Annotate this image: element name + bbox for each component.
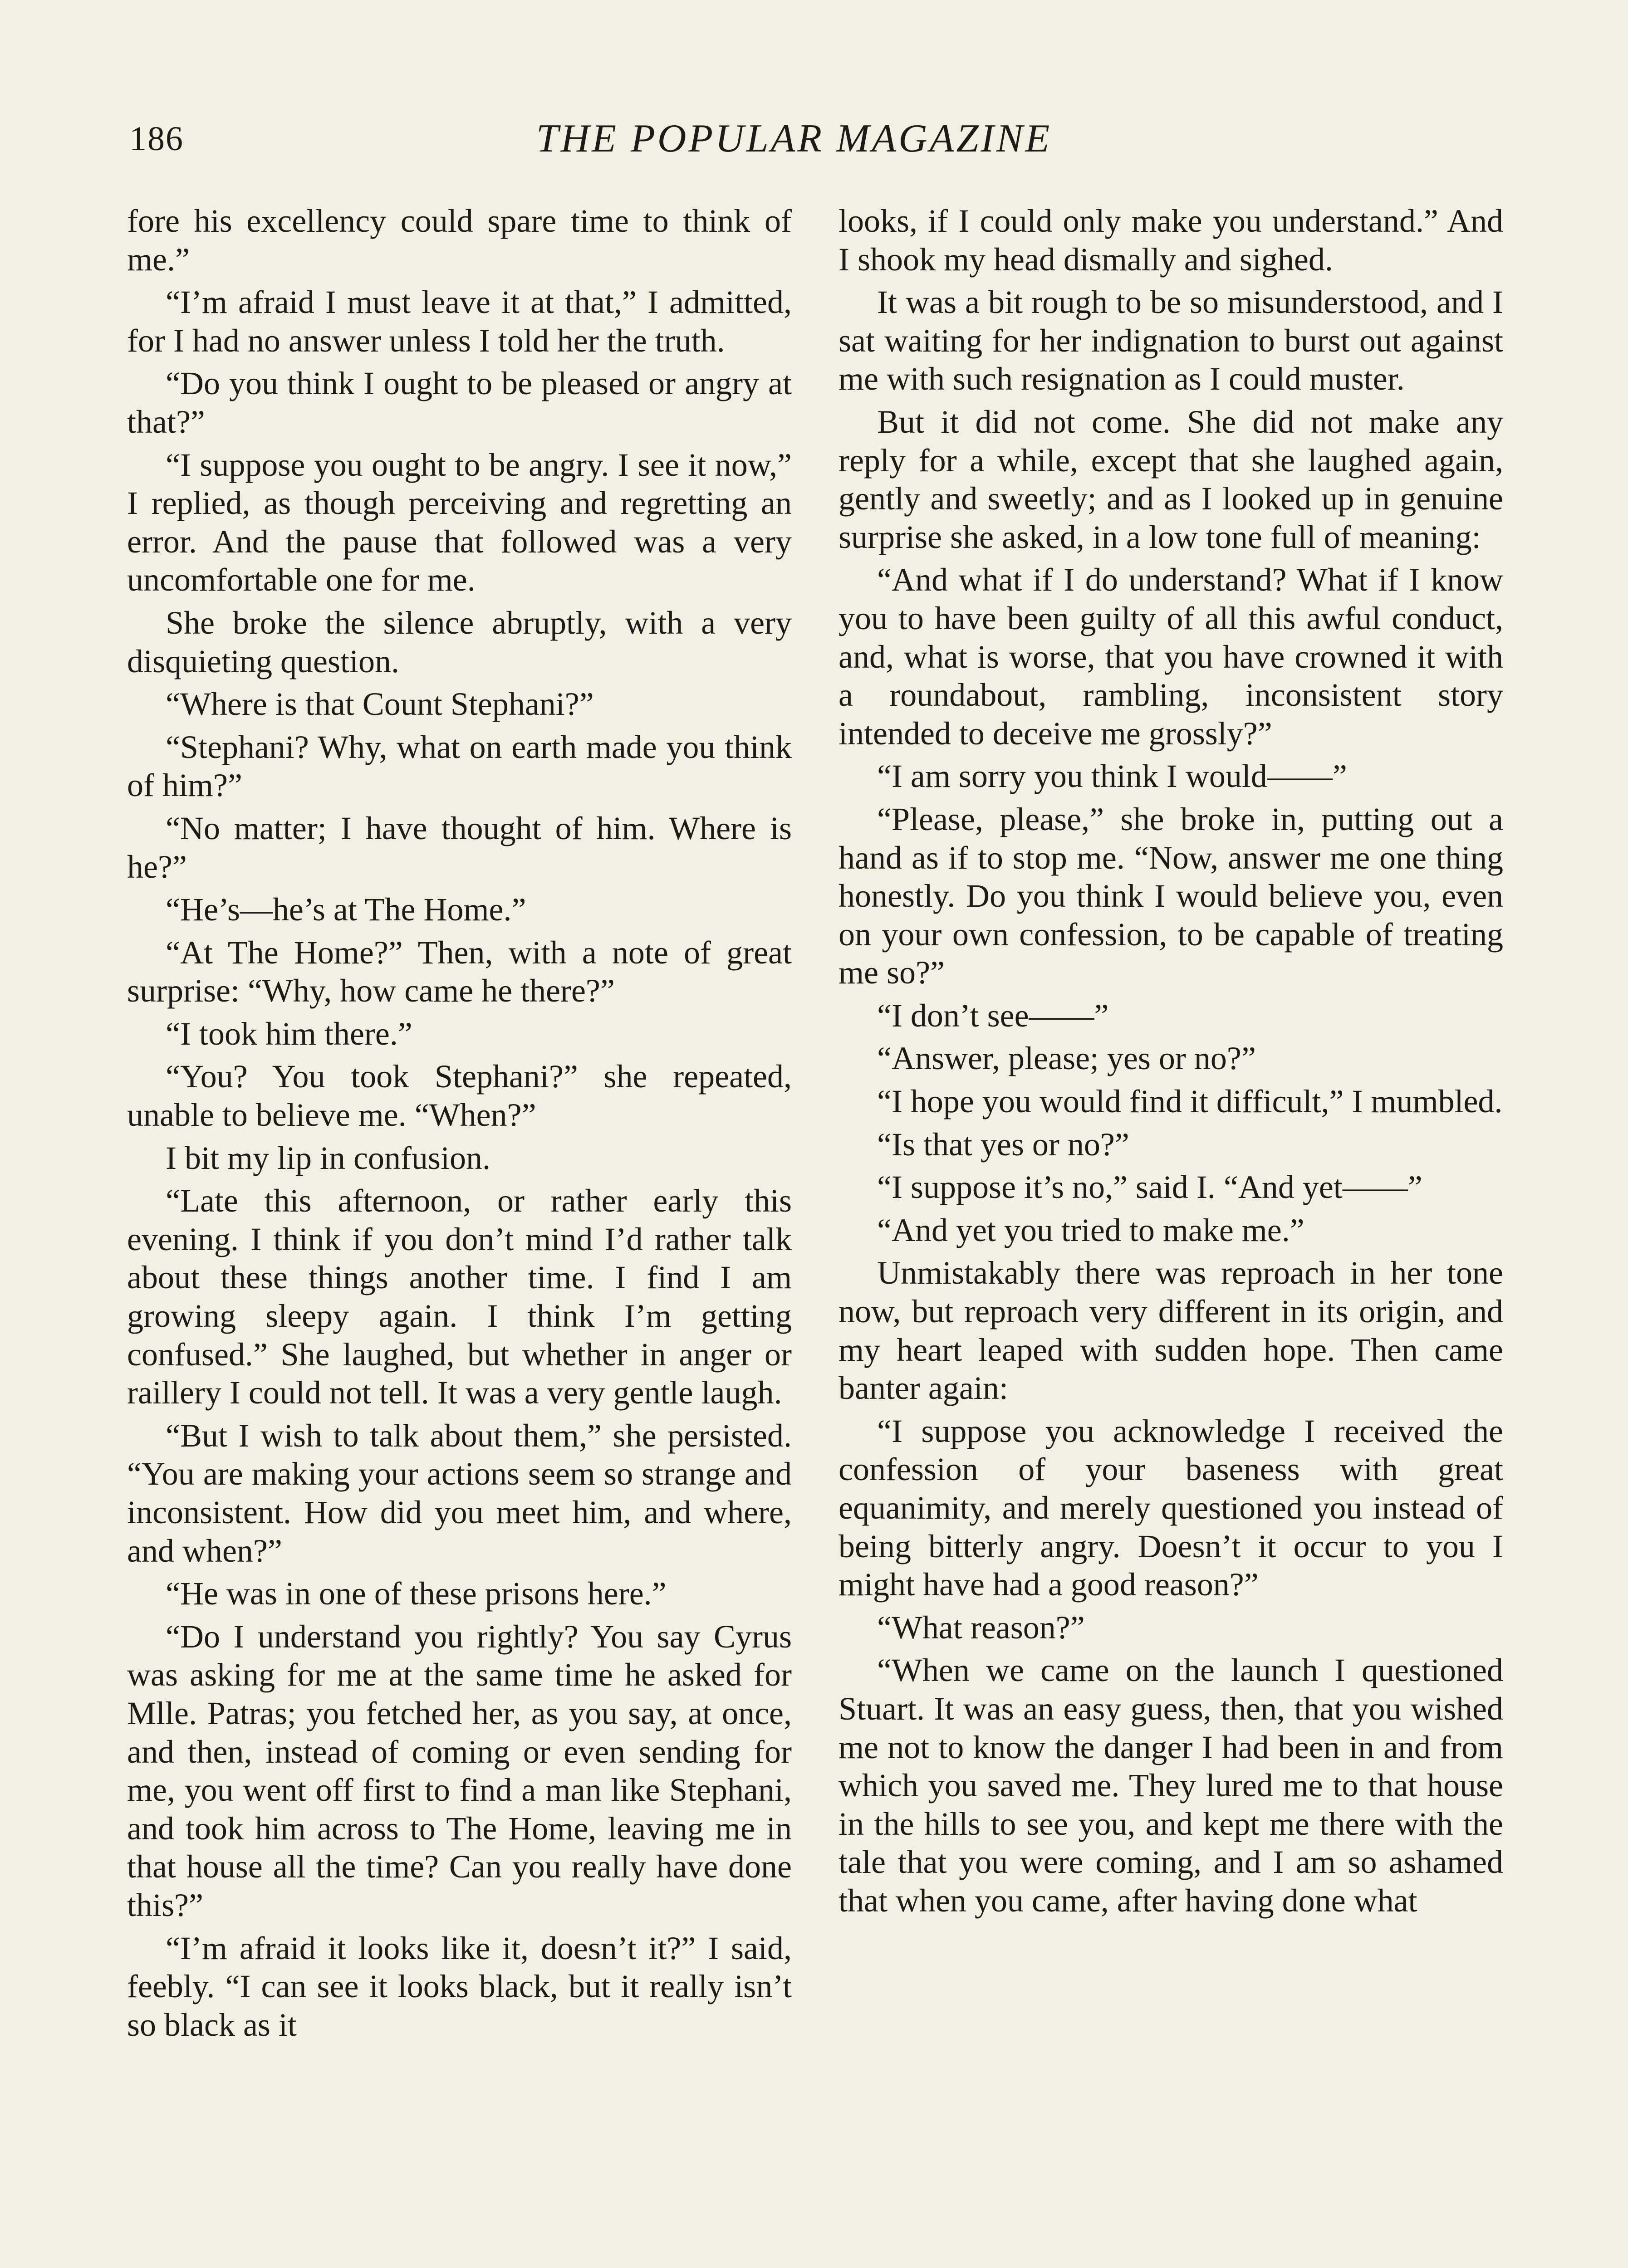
paragraph: “I’m afraid it looks like it, doesn’t it?” I said, feebly. “I can see it looks black, but it really isn’t so black as it (127, 1930, 792, 2043)
paragraph: “What reason?” (877, 1609, 1085, 1646)
paragraph: “Late this afternoon, or rather early this evening. I think if you don’t mind I’d rather talk about these things another time. I find I am growing sleepy again. I think I’m getting confused.” She laughed, but whether in anger or raillery I could not tell. It was a very gentle laugh. (127, 1183, 792, 1411)
paragraph: “I’m afraid I must leave it at that,” I admitted, for I had no answer unless I told her the truth. (127, 284, 792, 359)
paragraph: “I took him there.” (166, 1015, 412, 1052)
paragraph: “And what if I do understand? What if I know you to have been guilty of all this awful conduct, and, what is worse, that you have crowned it with a roundabout, rambling, inconsistent story intended to deceive me grossly?” (839, 562, 1503, 752)
paragraph: “Is that yes or no?” (877, 1126, 1129, 1163)
paragraph: “When we came on the launch I questioned Stuart. It was an easy guess, then, that you wished me not to know the danger I had been in and from which you saved me. They lured me to that house in the hills to see you, and kept me there with the tale that you were coming, and I am so ashamed that when you came, after having done what (839, 1652, 1503, 1919)
paragraph: “He was in one of these prisons here.” (166, 1575, 667, 1612)
paragraph: It was a bit rough to be so misunderstood, and I sat waiting for her indignation to burst out against me with such resignation as I could muster. (839, 284, 1503, 397)
paragraph: I bit my lip in confusion. (166, 1139, 490, 1176)
paragraph: “Answer, please; yes or no?” (877, 1040, 1256, 1077)
page-number: 186 (129, 120, 184, 158)
left-text-column (127, 202, 792, 2044)
paragraph: “I don’t see——” (877, 997, 1109, 1034)
paragraph: looks, if I could only make you understand.” And I shook my head dismally and sighed. (839, 203, 1503, 278)
paragraph: “But I wish to talk about them,” she persisted. “You are making your actions seem so strange and inconsistent. How did you meet him, and where, and when?” (127, 1417, 792, 1569)
paragraph: Unmistakably there was reproach in her tone now, but reproach very different in its origin, and my heart leaped with sudden hope. Then came banter again: (839, 1255, 1503, 1407)
paragraph: “Do I understand you rightly? You say Cyrus was asking for me at the same time he asked for Mlle. Patras; you fetched her, as you say, at once, and then, instead of coming or even sending for me, you went off first to find a man like Stephani, and took him across to The Home, leaving me in that house all the time? Can you really have done this?” (127, 1618, 792, 1923)
paragraph: But it did not come. She did not make any reply for a while, except that she laughed again, gently and sweetly; and as I looked up in genuine surprise she asked, in a low tone full of meaning: (839, 403, 1503, 555)
paragraph: “Where is that Count Stephani?” (166, 686, 594, 723)
paragraph: “You? You took Stephani?” she repeated, unable to believe me. “When?” (127, 1058, 792, 1134)
page-header (129, 116, 1459, 166)
paragraph: “Please, please,” she broke in, putting out a hand as if to stop me. “Now, answer me one thing honestly. Do you think I would believe you, even on your own confession, to be capable of treating me so?” (839, 801, 1503, 991)
paragraph: “No matter; I have thought of him. Where is he?” (127, 810, 792, 885)
paragraph: “I suppose you acknowledge I received the confession of your baseness with great equanimity, and merely questioned you instead of being bitterly angry. Doesn’t it occur to you I might have had a good reason?” (839, 1413, 1503, 1603)
paragraph: “And yet you tried to make me.” (877, 1212, 1304, 1248)
paragraph: fore his excellency could spare time to think of me.” (127, 203, 792, 278)
paragraph: “Do you think I ought to be pleased or angry at that?” (127, 365, 792, 440)
paragraph: “I suppose it’s no,” said I. “And yet——” (877, 1169, 1422, 1206)
right-text-column (839, 202, 1503, 1920)
paragraph: “I am sorry you think I would——” (877, 758, 1347, 795)
paragraph: “Stephani? Why, what on earth made you think of him?” (127, 728, 792, 804)
paragraph: “At The Home?” Then, with a note of great surprise: “Why, how came he there?” (127, 934, 792, 1009)
magazine-title: THE POPULAR MAGAZINE (536, 117, 1052, 161)
paragraph: “He’s—he’s at The Home.” (166, 891, 526, 928)
paragraph: “I hope you would find it difficult,” I mumbled. (877, 1083, 1503, 1120)
paragraph: She broke the silence abruptly, with a very disquieting question. (127, 604, 792, 679)
paragraph: “I suppose you ought to be angry. I see it now,” I replied, as though perceiving and regretting an error. And the pause that followed was a very uncomfortable one for me. (127, 446, 792, 598)
